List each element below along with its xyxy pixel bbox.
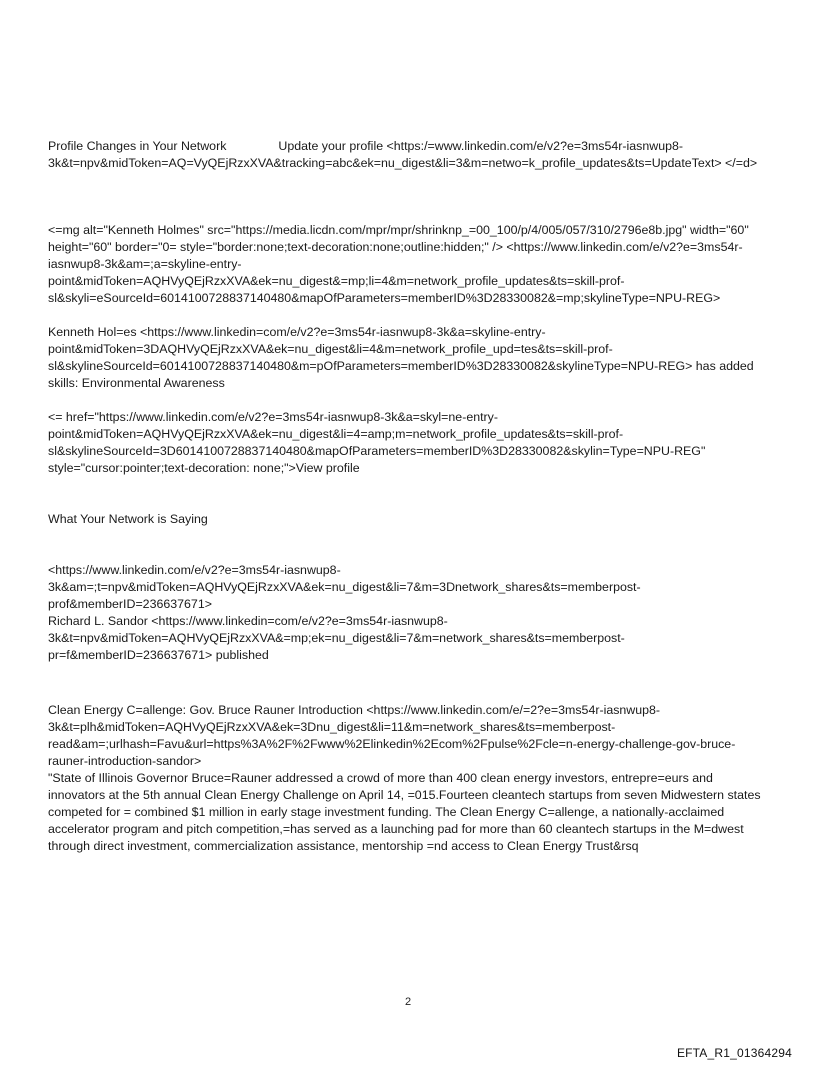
email-document — [48, 138, 770, 855]
network-saying-heading: What Your Network is Saying — [48, 512, 208, 526]
view-profile-markup: <= href="https://www.linkedin.com/e/v2?e=3ms54r-iasnwup8-3k&a=skyl=ne-entry-point&midToken=AQHVyQEjRzxXVA&ek=nu_digest&li=4=amp;m=network_profile_updates&ts=skill-prof-sl&skylineSourceId=3D6014100728837140480&mapOfParameters=memberID%3D28330082&skylin=Type=NPU-REG" style="cursor:pointer;text-decoration: none;">View profile — [48, 410, 706, 475]
share-link-member-post: <https://www.linkedin.com/e/v2?e=3ms54r-iasnwup8-3k&am=;t=npv&midToken=AQHVyQEjRzxXVA&ek=nu_digest&li=7&m=3Dnetwork_shares&ts=memberpost-prof&memberID=236637671> — [48, 563, 641, 611]
share-author-published: Richard L. Sandor <https://www.linkedin=com/e/v2?e=3ms54r-iasnwup8-3k&t=npv&midToken=AQHVyQEjRzxXVA&=mp;ek=nu_digest&li=7&m=network_shares&ts=memberpost-pr=f&memberID=236637671> published — [48, 614, 625, 662]
profile-changes-heading: Profile Changes in Your Network — [48, 139, 227, 153]
article-excerpt: "State of Illinois Governor Bruce=Rauner addressed a crowd of more than 400 clean energy investors, entrepre=eurs and innovators at the 5th annual Clean Energy Challenge on April 14, =015.Fourteen cleantech startups from seven Midwestern states competed for = combined $1 million in early stage investment funding. The Clean Energy C=allenge, a nationally-acclaimed accelerator program and pitch competition,=has served as a launching pad for more than 60 cleantech startups in the M=dwest through direct investment, commercialization assistance, mentorship =nd access to Clean Energy Trust&rsq — [48, 771, 761, 853]
avatar-image-markup: <=mg alt="Kenneth Holmes" src="https://media.licdn.com/mpr/mpr/shrinknp_=00_100/p/4/005/057/310/2796e8b.jpg" width="60" height="60" border="0= style="border:none;text-decoration:none;outline:hidden;" /> <https://www.linkedin.com/e/v2?e=3ms54r-iasnwup8-3k&am=;a=skyline-entry-point&midToken=AQHVyQEjRzxXVA&ek=nu_digest&=mp;li=4&m=network_profile_updates&ts=skill-prof-sl&skyli=eSourceId=6014100728837140480&mapOfParameters=memberID%3D28330082&=mp;skylineType=NPU-REG> — [48, 223, 749, 305]
update-profile-link-text: Update your profile <https:/=www.linkedin.com/e/v2?e=3ms54r-iasnwup8-3k&t=npv&midToken=AQ=VyQEjRzxXVA&tracking=abc&ek=nu_digest&li=3&m=netwo=k_profile_updates&ts=UpdateText> </=d> — [48, 139, 758, 170]
document-id: EFTA_R1_01364294 — [676, 1046, 792, 1060]
article-title-link: Clean Energy C=allenge: Gov. Bruce Rauner Introduction <https://www.linkedin.com/e/=2?e=3ms54r-iasnwup8-3k&t=plh&midToken=AQHVyQEjRzxXVA&ek=3Dnu_digest&li=11&m=network_shares&ts=memberpost-read&am=;urlhash=Favu&url=https%3A%2F%2Fwww%2Elinkedin%2Ecom%2Fpulse%2Fcle=n-energy-challenge-gov-bruce-rauner-introduction-sandor> — [48, 703, 736, 768]
page-number: 2 — [404, 996, 412, 1008]
kenneth-skills-update: Kenneth Hol=es <https://www.linkedin=com/e/v2?e=3ms54r-iasnwup8-3k&a=skyline-entry-point&midToken=3DAQHVyQEjRzxXVA&ek=nu_digest&li=4&m=network_profile_upd=tes&ts=skill-prof-sl&skylineSourceId=6014100728837140480&m=pOfParameters=memberID%3D28330082&skylineType=NPU-REG> has added skills: Environmental Awareness — [48, 325, 754, 390]
profile-changes-section — [48, 138, 770, 172]
